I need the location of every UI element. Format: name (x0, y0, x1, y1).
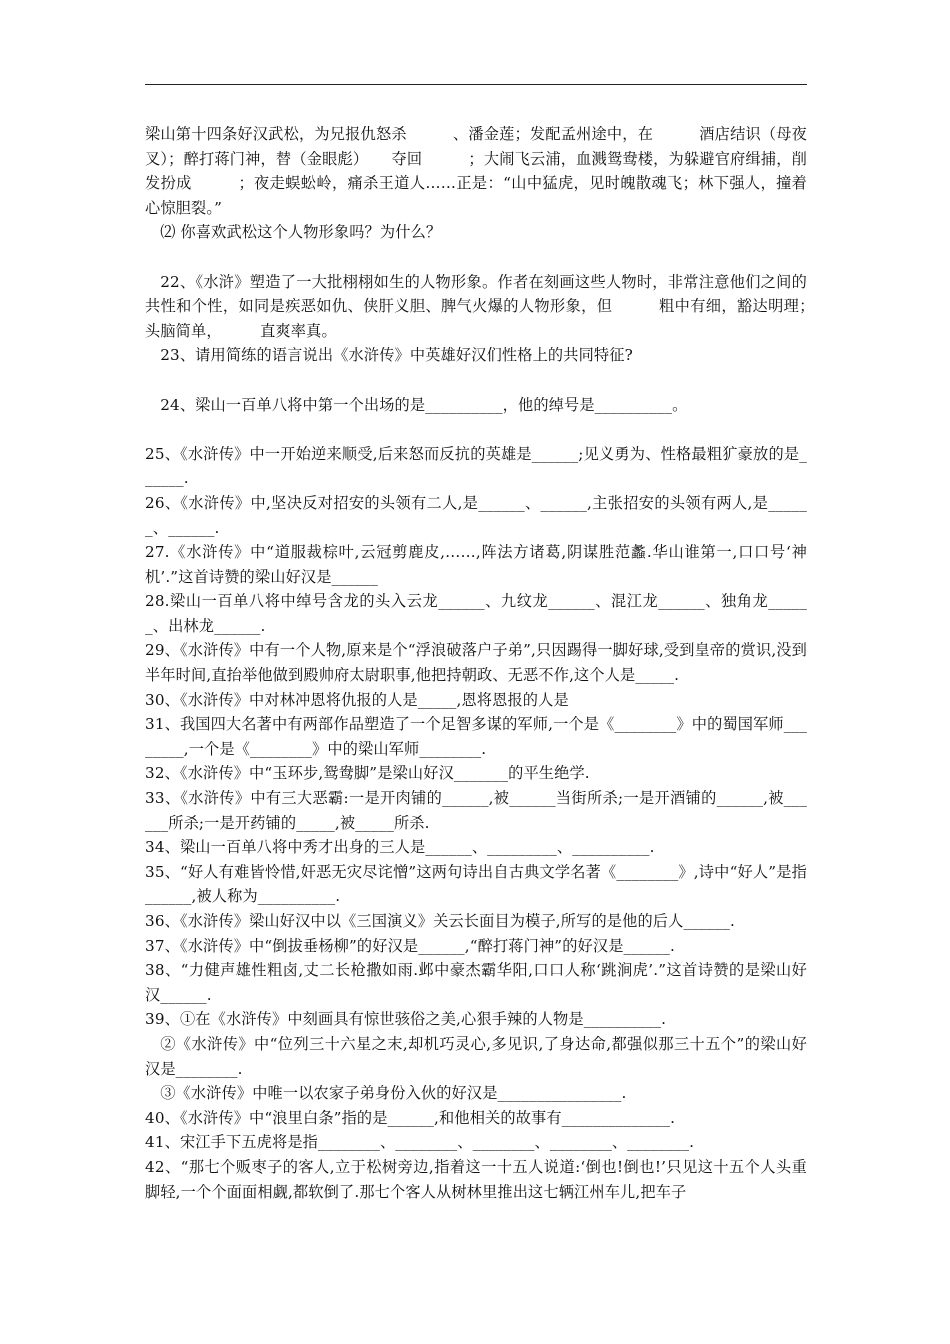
question-36: 36、《水浒传》梁山好汉中以《三国演义》关云长面目为模子,所写的是他的后人______. (145, 912, 735, 930)
question-2: ⑵ 你喜欢武松这个人物形象吗？为什么？ (160, 223, 442, 242)
answer-space (145, 417, 807, 442)
question-35: 35、“好人有难皆怜惜,奸恶无灾尽诧憎”这两句诗出自古典文学名著《________》,诗中“好人”是指______,被人称为__________. (145, 862, 807, 906)
question-29: 29、《水浒传》中有一个人物,原来是个“浮浪破落户子弟”,只因踢得一脚好球,受到皇帝的赏识,没到半年时间,直抬举他做到殿帅府太尉职事,他把持朝政、无恶不作,这个人是_____. (145, 641, 807, 685)
question-25: 25、《水浒传》中一开始逆来顺受,后来怒而反抗的英雄是______;见义勇为、性格最粗犷豪放的是______. (145, 444, 807, 488)
question-38: 38、“力健声雄性粗卤,丈二长枪撒如雨.邺中豪杰霸华阳,口口人称‘跳涧虎’.”这首诗赞的是梁山好汉______. (145, 961, 807, 1004)
question-39-3: ③《水浒传》中唯一以农家子弟身份入伙的好汉是________________. (160, 1084, 627, 1103)
question-41: 41、宋江手下五虎将是指________、________、________、________、________. (145, 1133, 695, 1152)
answer-space (145, 368, 807, 393)
question-26: 26、《水浒传》中,坚决反对招安的头领有二人,是______、______,主张招安的头领有两人,是______、______. (145, 493, 807, 537)
question-40: 40、《水浒传》中“浪里白条”指的是______,和他相关的故事有______________. (145, 1108, 676, 1127)
question-30: 30、《水浒传》中对林冲恩将仇报的人是_____,恩将恩报的人是 (145, 690, 569, 709)
question-34: 34、梁山一百单八将中秀才出身的三人是______、_________、__________. (145, 838, 655, 857)
question-31: 31、我国四大名著中有两部作品塑造了一个足智多谋的军师,一个是《________》中的蜀国军师________,一个是《________》中的梁山军师________. (145, 715, 807, 758)
paragraph-wusong: 梁山第十四条好汉武松，为兄报仇怒杀 、潘金莲；发配孟州途中，在 酒店结识（母夜叉）；醉打蒋门神，替（金眼彪） 夺回 ；大闹飞云浦，血溅鸳鸯楼，为躲避官府缉捕，削发扮成 ；夜走蜈蚣岭，痛杀王道人……正是：“山中猛虎，见时魄散魂飞；林下强人，撞着心惊胆裂。” (145, 125, 807, 217)
question-28: 28.梁山一百单八将中绰号含龙的头入云龙______、九纹龙______、混江龙______、独角龙______、出林龙______. (145, 592, 807, 635)
question-22: 22、《水浒》塑造了一大批栩栩如生的人物形象。作者在刻画这些人物时，非常注意他们之间的共性和个性，如同是疾恶如仇、侠肝义胆、脾气火爆的人物形象，但 粗中有细，豁达明理； 头脑简单， 直爽率真。 (145, 272, 854, 340)
question-39-2: ②《水浒传》中“位列三十六星之末,却机巧灵心,多见识,了身达命,都强似那三十五个”的梁山好汉是________. (145, 1034, 807, 1078)
question-23: 23、请用简练的语言说出《水浒传》中英雄好汉们性格上的共同特征? (160, 346, 633, 365)
question-37: 37、《水浒传》中“倒拔垂杨柳”的好汉是______,“醉打蒋门神”的好汉是______. (145, 936, 676, 955)
header-rule (145, 84, 807, 85)
document-body (145, 122, 854, 1204)
question-27: 27.《水浒传》中“道服裁棕叶,云冠剪鹿皮,……,阵法方诸葛,阴谋胜范蠡.华山谁第一,口口号‘神机’.”这首诗赞的梁山好汉是______ (145, 543, 807, 586)
question-32: 32、《水浒传》中“玉环步,鸳鸯脚”是梁山好汉_______的平生绝学. (145, 764, 590, 783)
question-33: 33、《水浒传》中有三大恶霸:一是开肉铺的______,被______当街所杀;一是开酒铺的______,被______所杀;一是开药铺的_____,被_____所杀. (145, 789, 807, 832)
question-39-1: 39、①在《水浒传》中刻画具有惊世骇俗之美,心狠手辣的人物是__________. (145, 1010, 667, 1029)
question-24: 24、梁山一百单八将中第一个出场的是__________，他的绰号是__________。 (160, 395, 688, 414)
question-42: 42、“那七个贩枣子的客人,立于松树旁边,指着这一十五人说道:‘倒也!倒也!’只见这十五个人头重脚轻,一个个面面相觑,都软倒了.那七个客人从树林里推出这七辆江州车儿,把车子 (145, 1157, 807, 1201)
answer-space (145, 245, 807, 270)
